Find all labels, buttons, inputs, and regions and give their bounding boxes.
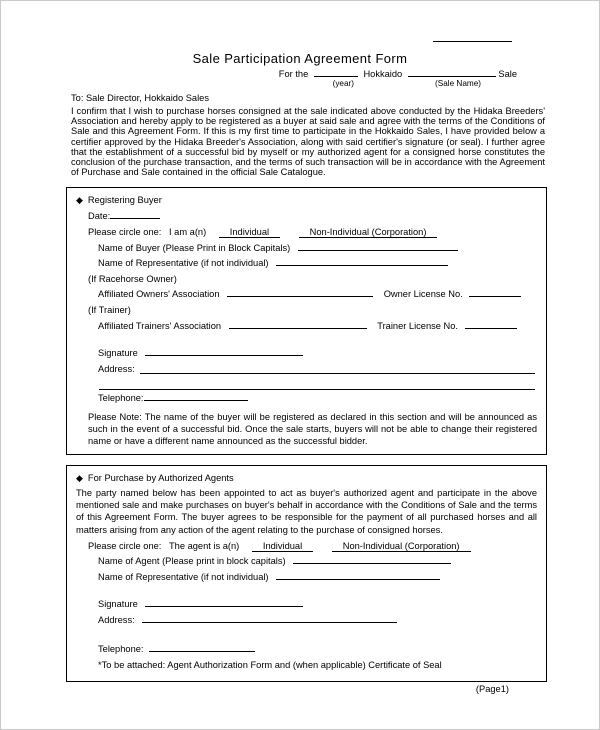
- agent-telephone-blank: [149, 643, 255, 652]
- sale-identification-line: [1, 68, 599, 79]
- agent-representative-line: [98, 570, 537, 586]
- for-the-label: For the: [278, 69, 309, 79]
- agent-address-blank: [142, 614, 397, 623]
- owner-license-blank: [469, 288, 521, 297]
- buyer-address-line: [98, 362, 537, 378]
- year-blank: [314, 68, 358, 77]
- sale-name-blank: [408, 68, 496, 77]
- agent-telephone-label: Telephone:: [98, 643, 144, 654]
- sale-name-caption: (Sale Name): [435, 79, 481, 88]
- buyer-name-label: Name of Buyer (Please Print in Block Capitals): [98, 242, 291, 253]
- buyer-signature-label: Signature: [98, 348, 138, 359]
- buyer-name-line: [98, 241, 537, 257]
- agent-name-line: [98, 554, 537, 570]
- date-line: [88, 209, 537, 225]
- buyer-signature-line: [98, 346, 537, 362]
- buyer-representative-line: [98, 256, 537, 272]
- trainer-license-label: Trainer License No.: [377, 320, 459, 331]
- option-individual: Individual: [219, 227, 280, 238]
- attachment-note: *To be attached: Agent Authorization Form and (when applicable) Certificate of Seal: [98, 660, 442, 671]
- registering-buyer-title-text: Registering Buyer: [87, 195, 162, 206]
- if-trainer-line: (If Trainer): [88, 304, 131, 315]
- registering-buyer-note: Please Note: The name of the buyer will be registered as declared in this section and will be announced as such in the event of a successful bid. Once the sale starts, buyers will not be able to change their registered name or have a different name announced as the successful bidder.: [88, 411, 537, 447]
- agent-type-line: [88, 539, 537, 555]
- authorized-agents-paragraph: The party named below has been appointed to act as buyer's authorized agent and participate in the above mentioned sale and make purchases on buyer's behalf in accordance with the Conditions of Sale and the terms of this Agreement Form. The buyer agrees to be responsible for the payment of all purchased horses and all matters arising from any action of the agent relating to the purchase of consigned horses.: [76, 488, 537, 535]
- owner-license-label: Owner License No.: [383, 289, 463, 300]
- trainers-association-blank: [229, 320, 367, 329]
- date-blank: [110, 210, 160, 219]
- top-right-blank-line: [433, 41, 512, 42]
- agent-is-label: The agent is a(n): [168, 540, 240, 551]
- buyer-telephone-blank: [144, 392, 248, 401]
- hokkaido-label: Hokkaido: [363, 69, 403, 79]
- circle-one-label: Please circle one:: [88, 227, 162, 238]
- agent-signature-label: Signature: [98, 599, 138, 610]
- option-individual: Individual: [252, 541, 313, 552]
- trainers-association-line: [98, 319, 537, 335]
- trainer-license-blank: [465, 320, 517, 329]
- if-racehorse-owner-line: (If Racehorse Owner): [88, 273, 177, 284]
- buyer-address-blank: [140, 373, 535, 374]
- year-caption: (year): [332, 79, 354, 88]
- buyer-type-line: [88, 225, 537, 241]
- agent-signature-line: [98, 597, 537, 613]
- diamond-icon: ◆: [76, 473, 83, 484]
- date-label: Date:: [88, 211, 111, 222]
- agent-representative-label: Name of Representative (if not individual): [98, 571, 269, 582]
- intro-paragraph: I confirm that I wish to purchase horses consigned at the sale indicated above conducted by the Hidaka Breeders' Association and hereby apply to be registered as a buyer at said sale and agree with the terms of the Conditions of Sale and this Agreement Form. If this is my first time to participate in the Hokkaido Sales, I have provided below a certifier approved by the Hidaka Breeder's Association, along with said certifier's signature (or seal). I further agree that the establishment of a successful bid by myself or my authorized agent for a consigned horse constitutes the conclusion of the purchase transaction, and the terms of such transaction will be in accordance with the Agreement of Purchase and Sale contained in the official Sale Catalogue.: [71, 106, 545, 178]
- owners-association-line: [98, 287, 537, 303]
- page-number: (Page1): [475, 683, 509, 694]
- registering-buyer-section: [66, 187, 547, 455]
- buyer-name-blank: [298, 242, 458, 251]
- agent-telephone-line: [98, 642, 537, 658]
- option-non-individual: Non-Individual (Corporation): [332, 541, 471, 552]
- diamond-icon: ◆: [76, 195, 83, 206]
- buyer-telephone-label: Telephone:: [98, 393, 144, 404]
- circle-one-label: Please circle one:: [88, 540, 162, 551]
- addressee-line: To: Sale Director, Hokkaido Sales: [71, 93, 209, 103]
- buyer-address-label: Address:: [98, 363, 135, 374]
- buyer-signature-blank: [145, 347, 303, 356]
- agent-representative-blank: [276, 571, 440, 580]
- trainers-association-label: Affiliated Trainers' Association: [98, 320, 222, 331]
- buyer-representative-label: Name of Representative (if not individual): [98, 258, 269, 269]
- i-am-label: I am a(n): [168, 227, 207, 238]
- authorized-agents-title-text: For Purchase by Authorized Agents: [87, 473, 234, 484]
- agent-address-label: Address:: [98, 614, 135, 625]
- agent-name-label: Name of Agent (Please print in block capitals): [98, 556, 286, 567]
- agent-address-line: [98, 613, 537, 629]
- agent-signature-blank: [145, 598, 303, 607]
- owners-association-blank: [227, 288, 373, 297]
- authorized-agents-section: [66, 465, 547, 682]
- sale-identification-block: [1, 68, 599, 90]
- sale-suffix-label: Sale: [498, 69, 517, 79]
- owners-association-label: Affiliated Owners' Association: [98, 289, 220, 300]
- option-non-individual: Non-Individual (Corporation): [299, 227, 438, 238]
- buyer-telephone-line: [98, 391, 537, 407]
- buyer-address-blank-line-2: [99, 378, 535, 390]
- buyer-representative-blank: [276, 257, 448, 266]
- authorized-agents-title: [76, 471, 537, 485]
- registering-buyer-title: [76, 193, 537, 207]
- agent-name-blank: [293, 555, 451, 564]
- form-title: Sale Participation Agreement Form: [192, 51, 408, 66]
- sale-identification-captions: [1, 79, 599, 90]
